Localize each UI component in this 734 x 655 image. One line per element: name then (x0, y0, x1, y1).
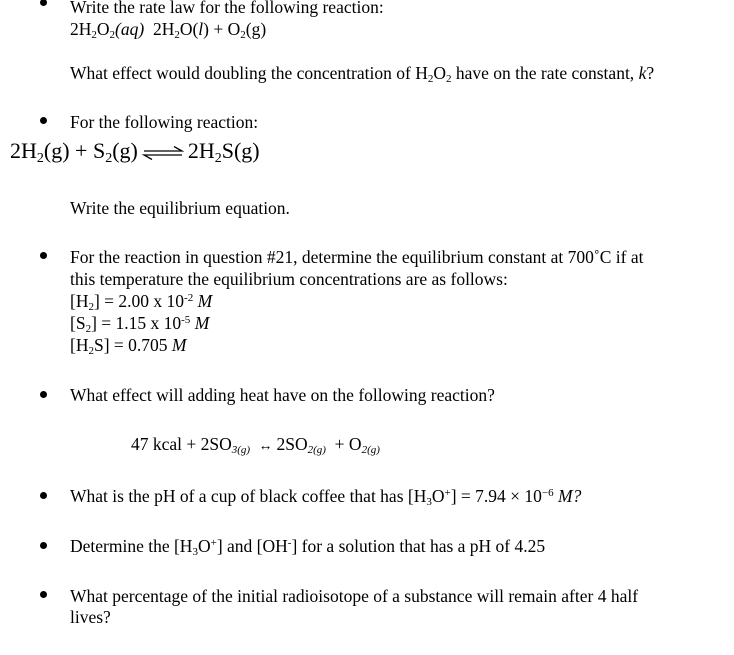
q20-prompt: Write the rate law for the following reaction: (70, 0, 384, 17)
q22-conc-s2 (70, 313, 209, 333)
eq-sub: 2 (174, 29, 180, 41)
superscript: + (444, 487, 451, 499)
sub: 3 (426, 496, 432, 508)
unit: M (171, 335, 187, 355)
q22-conc-h2 (70, 291, 212, 311)
eq-text: O( (179, 19, 199, 39)
unit: M (194, 313, 210, 333)
q21-instruction: Write the equilibrium equation. (70, 198, 290, 218)
q26-line1: What percentage of the initial radioisotope of a substance will remain after 4 half (70, 586, 639, 606)
q20-equation (70, 19, 266, 39)
q26-line2: lives? (70, 607, 111, 627)
bullet-q23 (40, 391, 47, 398)
eq-text: 2H (70, 19, 92, 39)
text: O (431, 486, 445, 506)
eq-text: O (96, 19, 110, 39)
eq-sub: 3(g) (231, 444, 251, 456)
unit: M (558, 486, 573, 506)
eq-text: 47 kcal + 2SO (131, 434, 232, 454)
eq-text: 2H (187, 138, 215, 163)
q24-question (70, 486, 581, 506)
eq-text: (g) + S (43, 138, 106, 163)
eq-text: ) + O (203, 19, 241, 39)
eq-sub: 2(g) (361, 444, 380, 456)
text: ] = 1.15 x 10 (91, 313, 182, 333)
q22-conc-h2s (70, 335, 186, 355)
superscript: - (287, 537, 292, 549)
eq-sub: 2 (214, 151, 222, 166)
eq-sub: 2 (36, 151, 44, 166)
text: ] and [OH (216, 536, 288, 556)
eq-text: S(g) (221, 138, 260, 163)
sub: 2 (88, 345, 94, 357)
eq-sub: 2(g) (307, 444, 326, 456)
text: [S (70, 313, 86, 333)
bullet-q24 (40, 492, 47, 499)
text: ] = 2.00 x 10 (93, 291, 185, 311)
eq-state: (aq) (115, 19, 145, 39)
unit: M (197, 291, 213, 311)
superscript: + (210, 537, 217, 549)
exponent: −6 (541, 487, 554, 499)
eq-sub: 2 (91, 29, 97, 41)
exponent: -2 (184, 292, 194, 304)
sub: 3 (192, 546, 198, 558)
eq-state: l (198, 19, 204, 39)
text: ? (572, 486, 582, 506)
eq-sub: 2 (105, 151, 113, 166)
q22-line1: For the reaction in question #21, determine the equilibrium constant at 700˚C if at (70, 247, 644, 267)
sub: 2 (85, 323, 92, 335)
q20-question (70, 63, 654, 83)
q21-prompt: For the following reaction: (70, 112, 259, 132)
eq-text: 2H (152, 19, 175, 39)
text: ? (646, 63, 655, 83)
text: What effect would doubling the concentration of H (70, 63, 428, 83)
sub: 2 (445, 73, 452, 85)
rate-constant-symbol: k (638, 63, 647, 83)
text: have on the rate constant, (451, 63, 639, 83)
q23-equation (131, 434, 380, 457)
eq-sub: 2 (240, 29, 246, 41)
eq-text: 2SO (276, 434, 308, 454)
text: ] for a solution that has a pH of 4.25 (291, 536, 546, 556)
text: ] = 7.94 × 10 (450, 486, 542, 506)
text: Determine the [H (70, 536, 193, 556)
exponent: -5 (181, 314, 191, 326)
text: [H (70, 335, 89, 355)
text: O (433, 63, 446, 83)
bullet-q26 (40, 591, 47, 598)
q23-prompt: What effect will adding heat have on the following reaction? (70, 385, 495, 405)
eq-text: (g) (112, 138, 138, 163)
sub: 2 (88, 301, 94, 313)
q25-question (70, 536, 545, 556)
bullet-q22 (40, 252, 47, 259)
eq-text: + O (334, 434, 362, 454)
eq-text: 2H (10, 138, 37, 163)
q21-equation (10, 138, 260, 166)
eq-state: (g) (245, 19, 267, 39)
text: O (197, 536, 211, 556)
bullet-q20 (40, 0, 47, 6)
eq-sub: 2 (109, 29, 116, 41)
text: S] = 0.705 (93, 335, 172, 355)
reversible-arrow-icon: ↔ (258, 439, 273, 454)
bullet-q25 (40, 542, 47, 549)
sub: 2 (427, 73, 434, 85)
q22-line2: this temperature the equilibrium concentrations are as follows: (70, 269, 508, 289)
bullet-q21 (40, 117, 47, 124)
equilibrium-arrows-icon (142, 146, 184, 160)
text: What is the pH of a cup of black coffee that has [H (70, 486, 427, 506)
text: [H (70, 291, 89, 311)
